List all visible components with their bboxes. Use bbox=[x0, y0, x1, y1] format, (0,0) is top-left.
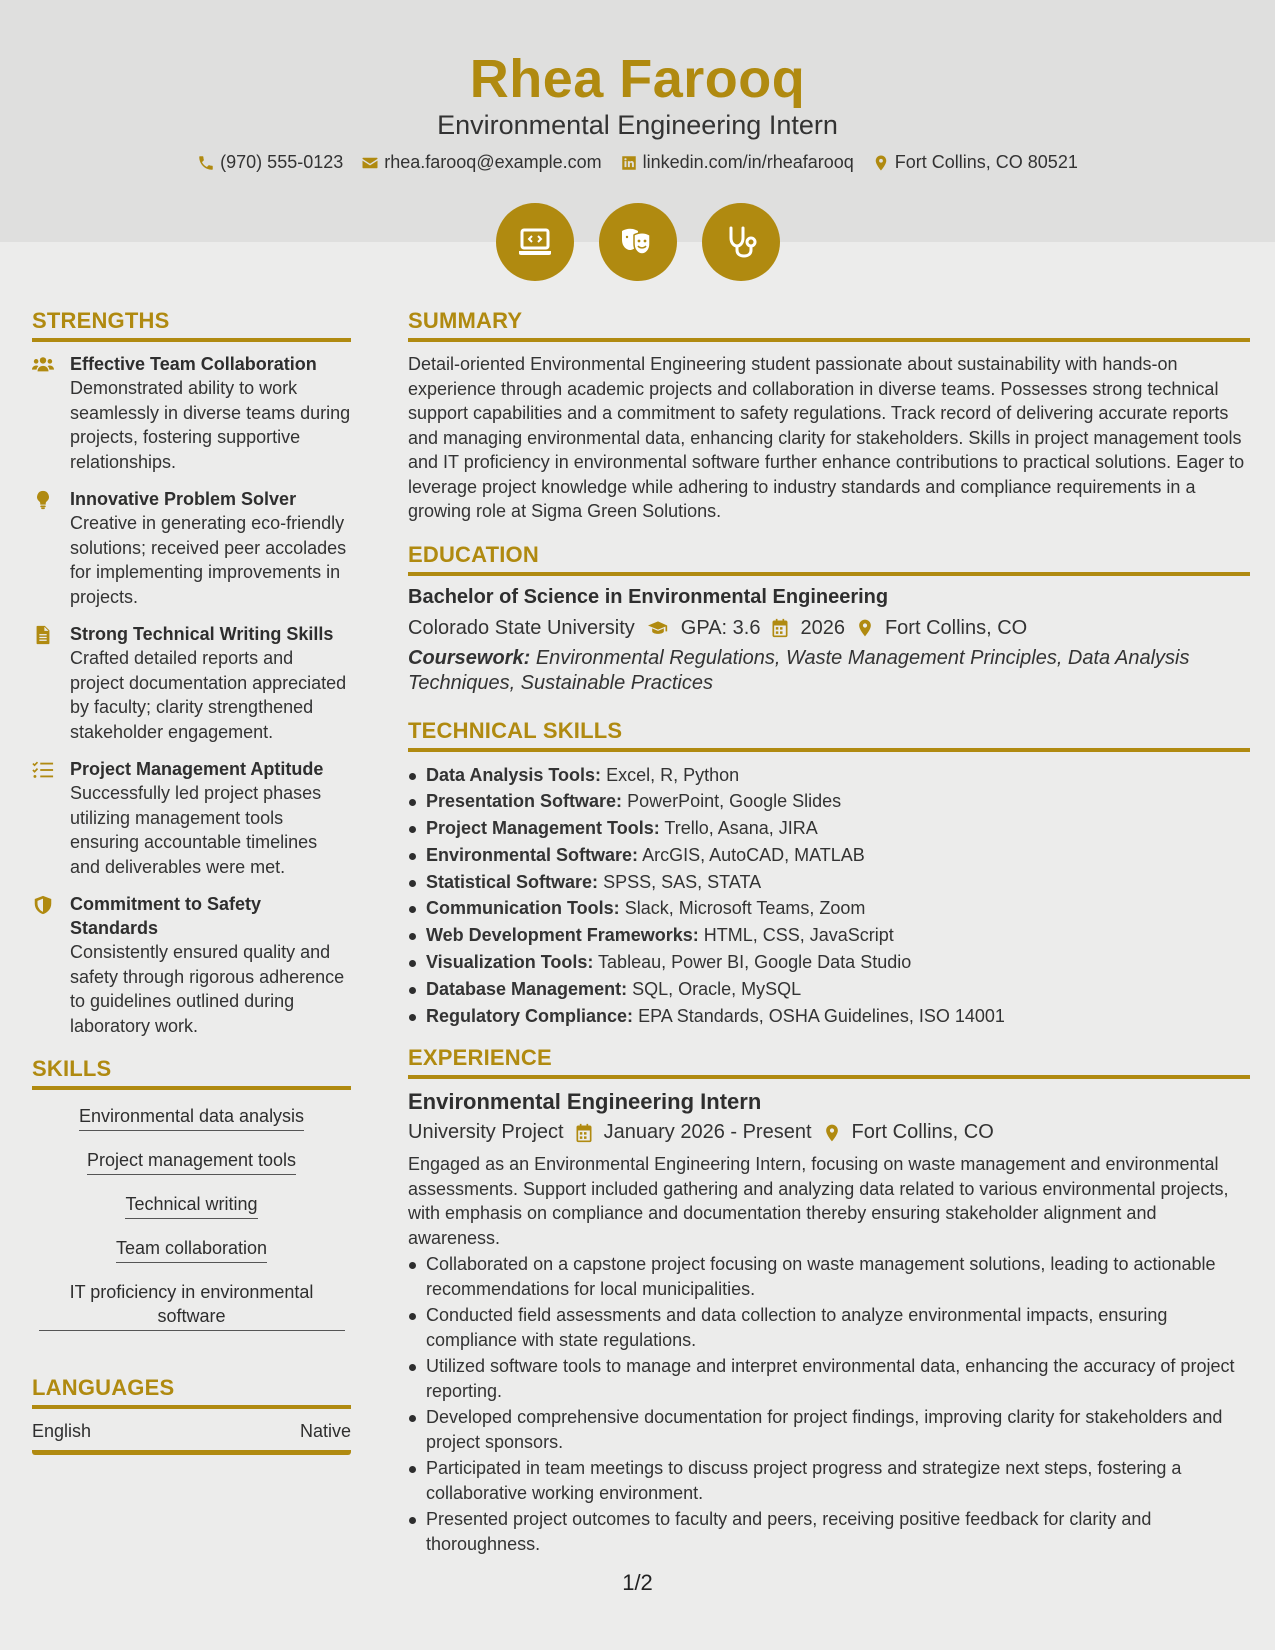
education-degree: Bachelor of Science in Environmental Engineering bbox=[408, 585, 889, 608]
skill-item: Team collaboration bbox=[116, 1236, 267, 1263]
strength-desc: Consistently ensured quality and safety through rigorous adherence to guidelines outlined during laboratory work. bbox=[70, 942, 345, 1036]
users-icon bbox=[32, 355, 54, 375]
laptop-code-icon bbox=[496, 203, 574, 281]
strength-desc: Demonstrated ability to work seamlessly in diverse teams during projects, fostering supportive relationships. bbox=[70, 378, 351, 472]
phone-icon bbox=[197, 154, 215, 172]
map-marker-icon bbox=[855, 618, 875, 638]
list-check-icon bbox=[32, 760, 54, 780]
list-item: Visualization Tools: Tableau, Power BI, Google Data Studio bbox=[408, 949, 1250, 976]
stethoscope-icon bbox=[702, 203, 780, 281]
education-location: Fort Collins, CO bbox=[884, 616, 1028, 639]
list-item: Data Analysis Tools: Excel, R, Python bbox=[408, 762, 1250, 789]
map-marker-icon bbox=[872, 154, 890, 172]
strengths-heading: STRENGTHS bbox=[32, 308, 351, 342]
job-bullets bbox=[408, 1252, 1250, 1556]
education-meta bbox=[408, 617, 1250, 640]
list-item: Regulatory Compliance: EPA Standards, OSHA Guidelines, ISO 14001 bbox=[408, 1003, 1250, 1030]
skills-list bbox=[32, 1104, 351, 1331]
envelope-icon bbox=[361, 154, 379, 172]
list-item: Developed comprehensive documentation for project findings, improving clarity for stakeholders and project sponsors. bbox=[408, 1405, 1250, 1454]
strength-title: Innovative Problem Solver bbox=[70, 489, 297, 509]
coursework-label: Coursework: bbox=[408, 646, 531, 669]
left-column bbox=[32, 308, 351, 1455]
list-item: Database Management: SQL, Oracle, MySQL bbox=[408, 976, 1250, 1003]
education-coursework bbox=[408, 646, 1250, 696]
phone-text: (970) 555-0123 bbox=[220, 152, 344, 172]
right-column bbox=[408, 308, 1250, 1558]
calendar-icon bbox=[574, 1123, 594, 1143]
contact-phone[interactable] bbox=[197, 152, 343, 173]
list-item: Statistical Software: SPSS, SAS, STATA bbox=[408, 869, 1250, 896]
strength-desc: Crafted detailed reports and project documentation appreciated by faculty; clarity strengthened stakeholder engagement. bbox=[70, 648, 347, 742]
graduation-cap-icon bbox=[645, 618, 671, 638]
strength-desc: Successfully led project phases utilizing management tools ensuring accountable timelines and deliverables were met. bbox=[70, 783, 322, 877]
list-item: Participated in team meetings to discuss project progress and strategize next steps, fostering a collaborative working environment. bbox=[408, 1456, 1250, 1505]
skill-item: Technical writing bbox=[125, 1192, 257, 1219]
education-gpa: GPA: 3.6 bbox=[680, 616, 761, 639]
linkedin-text: linkedin.com/in/rheafarooq bbox=[642, 152, 854, 172]
job-meta bbox=[408, 1121, 1250, 1144]
education-heading: EDUCATION bbox=[408, 542, 1250, 576]
list-item: Project Management Tools: Trello, Asana, JIRA bbox=[408, 815, 1250, 842]
language-name: English bbox=[32, 1421, 92, 1441]
linkedin-icon bbox=[620, 154, 638, 172]
job-title: Environmental Engineering Intern bbox=[408, 1089, 762, 1115]
strength-title: Commitment to Safety Standards bbox=[70, 894, 262, 938]
contact-bar bbox=[0, 152, 1275, 173]
coursework-text: Environmental Regulations, Waste Management Principles, Data Analysis Techniques, Sustainable Practices bbox=[408, 646, 1190, 694]
list-item: Presented project outcomes to faculty and peers, receiving positive feedback for clarity and thoroughness. bbox=[408, 1507, 1250, 1556]
summary-heading: SUMMARY bbox=[408, 308, 1250, 342]
file-text-icon bbox=[32, 625, 54, 645]
location-text: Fort Collins, CO 80521 bbox=[894, 152, 1078, 172]
candidate-name: Rhea Farooq bbox=[469, 49, 806, 109]
language-item bbox=[32, 1409, 351, 1455]
interest-icons bbox=[0, 203, 1275, 281]
map-marker-icon bbox=[822, 1123, 842, 1143]
job-dates: January 2026 - Present bbox=[603, 1121, 812, 1144]
strength-item bbox=[32, 892, 351, 1038]
strength-item bbox=[32, 757, 351, 879]
candidate-title: Environmental Engineering Intern bbox=[437, 110, 838, 140]
summary-text: Detail-oriented Environmental Engineering student passionate about sustainability with hands-on experience through academic projects and collaboration in diverse teams. Possesses strong technical support capabilities and a commitment to safety regulations. Track record of delivering accurate reports and managing environmental data, enhancing clarity for stakeholders. Skills in project management tools and IT proficiency in environmental software further enhance contributions to practical solutions. Eager to leverage project knowledge while adhering to industry standards and compliance requirements in a growing role at Sigma Green Solutions. bbox=[408, 354, 1245, 521]
contact-linkedin[interactable] bbox=[620, 152, 854, 173]
contact-location bbox=[872, 152, 1078, 173]
list-item: Conducted field assessments and data collection to analyze environmental impacts, ensuring compliance with state regulations. bbox=[408, 1303, 1250, 1352]
skill-item: Project management tools bbox=[87, 1148, 296, 1175]
contact-email[interactable] bbox=[361, 152, 601, 173]
list-item: Collaborated on a capstone project focusing on waste management solutions, leading to actionable recommendations for local municipalities. bbox=[408, 1252, 1250, 1301]
strength-desc: Creative in generating eco-friendly solutions; received peer accolades for implementing improvements in projects. bbox=[70, 513, 347, 607]
list-item: Communication Tools: Slack, Microsoft Teams, Zoom bbox=[408, 895, 1250, 922]
languages-heading: LANGUAGES bbox=[32, 1375, 351, 1409]
language-level: Native bbox=[299, 1421, 351, 1441]
strength-title: Strong Technical Writing Skills bbox=[70, 624, 334, 644]
skill-item: Environmental data analysis bbox=[79, 1104, 304, 1131]
strength-item bbox=[32, 622, 351, 744]
education-school: Colorado State University bbox=[408, 616, 635, 639]
experience-heading: EXPERIENCE bbox=[408, 1045, 1250, 1079]
strength-title: Effective Team Collaboration bbox=[70, 354, 317, 374]
job-org: University Project bbox=[408, 1121, 564, 1144]
lightbulb-icon bbox=[32, 490, 54, 510]
page-number: 1/2 bbox=[622, 1570, 653, 1595]
strength-item bbox=[32, 487, 351, 609]
technical-skills-heading: TECHNICAL SKILLS bbox=[408, 718, 1250, 752]
skill-item: IT proficiency in environmental software bbox=[39, 1280, 345, 1331]
strength-title: Project Management Aptitude bbox=[70, 759, 324, 779]
list-item: Presentation Software: PowerPoint, Google Slides bbox=[408, 788, 1250, 815]
list-item: Utilized software tools to manage and interpret environmental data, enhancing the accuracy of project reporting. bbox=[408, 1354, 1250, 1403]
skills-heading: SKILLS bbox=[32, 1056, 351, 1090]
technical-skills-list bbox=[408, 762, 1250, 1030]
job-location: Fort Collins, CO bbox=[851, 1121, 994, 1144]
job-description: Engaged as an Environmental Engineering Intern, focusing on waste management and environmental assessments. Support included gathering and analyzing data related to various environmental projects, with emphasis on compliance and documentation thereby ensuring stakeholder alignment and awareness. bbox=[408, 1154, 1229, 1248]
calendar-icon bbox=[770, 618, 790, 638]
email-text: rhea.farooq@example.com bbox=[384, 152, 602, 172]
list-item: Web Development Frameworks: HTML, CSS, JavaScript bbox=[408, 922, 1250, 949]
list-item: Environmental Software: ArcGIS, AutoCAD, MATLAB bbox=[408, 842, 1250, 869]
education-year: 2026 bbox=[800, 616, 845, 639]
strength-item bbox=[32, 352, 351, 474]
masks-theater-icon bbox=[599, 203, 677, 281]
shield-icon bbox=[32, 895, 54, 915]
